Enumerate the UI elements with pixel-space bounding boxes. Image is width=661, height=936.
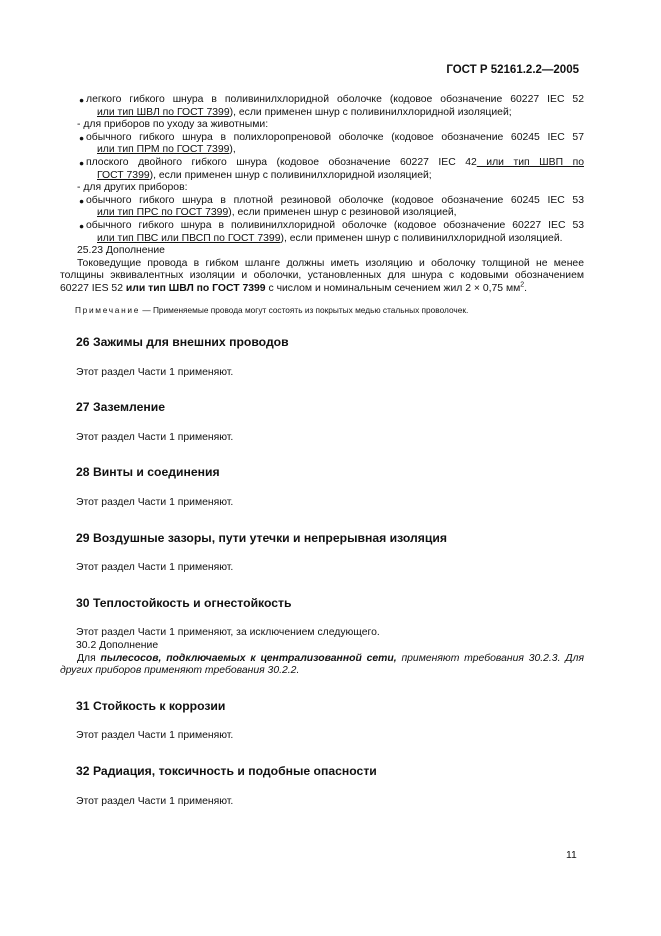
text-run: Для [77, 652, 101, 664]
text-run: ), если применен шнур с поливинилхлоридной изоляцией. [280, 232, 563, 244]
italic-text: применяют требования 30.2.3. Для [396, 652, 584, 664]
list-group-heading: - для других приборов: [77, 182, 188, 194]
underlined-reference: или тип ПВС или ПВСП по ГОСТ 7399 [97, 232, 281, 244]
section-text-26: Этот раздел Части 1 применяют. [76, 366, 234, 378]
underlined-reference: или тип ШВЛ по ГОСТ 7399 [97, 106, 230, 118]
paragraph-line: Токоведущие провода в гибком шланге должны иметь изоляцию и оболочку толщиной не менее [77, 257, 584, 269]
text-run: ), если применен шнур с резиновой изоляцией, [228, 207, 457, 219]
text-run: ), если применен шнур с поливинилхлоридной изоляцией; [229, 106, 512, 118]
note-label: Примечание [75, 304, 141, 315]
section-text-30: Этот раздел Части 1 применяют, за исключением следующего. [76, 627, 380, 639]
note-text: — Применяемые провода могут состоять из покрытых медью стальных проволочек. [140, 304, 469, 315]
section-text-31: Этот раздел Части 1 применяют. [76, 730, 234, 742]
section-heading-27: 27 Заземление [76, 400, 166, 415]
bold-reference: или тип ШВЛ по ГОСТ 7399 [125, 282, 266, 294]
text-run: с числом и номинальным сечением жил 2 × 0,75 мм [265, 282, 521, 294]
text-run: ), [229, 144, 236, 156]
text-run: ), если применен шнур с поливинилхлоридной изоляцией; [149, 169, 432, 181]
document-header: ГОСТ Р 52161.2.2—2005 [446, 64, 579, 76]
clause-heading: 30.2 Дополнение [76, 640, 159, 652]
list-item-continuation [60, 107, 584, 120]
section-heading-26: 26 Зажимы для внешних проводов [76, 335, 289, 350]
text-run: плоского двойного гибкого шнура (кодовое обозначение 60227 IEC 42 [86, 156, 477, 168]
page-body [60, 94, 584, 808]
page-number: 11 [566, 850, 577, 861]
text-run: . [524, 282, 528, 294]
paragraph-line [60, 283, 584, 296]
section-heading-30: 30 Теплостойкость и огнестойкость [76, 595, 292, 610]
section-heading-31: 31 Стойкость к коррозии [76, 698, 226, 713]
list-item: ● обычного гибкого шнура в поливинилхлоридной оболочке (кодовое обозначение 60227 IEC 53 [60, 220, 584, 233]
underlined-reference: или тип ПРС по ГОСТ 7399 [97, 207, 229, 219]
section-heading-32: 32 Радиация, токсичность и подобные опасности [76, 764, 377, 778]
list-group-heading: - для приборов по уходу за животными: [77, 119, 269, 131]
section-heading-28: 28 Винты и соединения [76, 465, 220, 480]
superscript: 2 [520, 281, 525, 289]
list-item: ● легкого гибкого шнура в поливинилхлоридной оболочке (кодовое обозначение 60227 IEC 52 [60, 94, 584, 107]
list-item-continuation [60, 144, 584, 157]
section-heading-29: 29 Воздушные зазоры, пути утечки и непрерывная изоляция [76, 530, 447, 545]
note [60, 304, 584, 317]
paragraph-line [60, 653, 584, 666]
list-item-continuation [60, 233, 584, 246]
underlined-reference: ГОСТ 7399 [97, 169, 150, 181]
list-item: ● обычного гибкого шнура в полихлоропреновой оболочке (кодовое обозначение 60245 IEC 57 [60, 132, 584, 145]
list-item-continuation [60, 170, 584, 183]
section-text-28: Этот раздел Части 1 применяют. [76, 497, 234, 509]
list-item [60, 157, 584, 170]
clause-heading: 25.23 Дополнение [77, 245, 165, 257]
section-text-27: Этот раздел Части 1 применяют. [76, 431, 234, 443]
section-text-32: Этот раздел Части 1 применяют. [76, 795, 234, 807]
underlined-reference: или тип ШВП по [476, 156, 584, 168]
list-item-continuation [60, 207, 584, 220]
bold-italic-text: пылесосов, подключаемых к централизованной сети, [100, 652, 397, 664]
list-item: ● обычного гибкого шнура в плотной резиновой оболочке (кодовое обозначение 60245 IEC 53 [60, 195, 584, 208]
paragraph-line: других приборов применяют требования 30.2.2. [60, 665, 300, 677]
text-run: 60227 IES 52 [60, 282, 126, 294]
underlined-reference: или тип ПРМ по ГОСТ 7399 [97, 144, 230, 156]
section-text-29: Этот раздел Части 1 применяют. [76, 562, 234, 574]
paragraph-line: толщины эквивалентных изоляции и оболочки, установленных для шнура с кодовыми обозначением [60, 270, 584, 282]
